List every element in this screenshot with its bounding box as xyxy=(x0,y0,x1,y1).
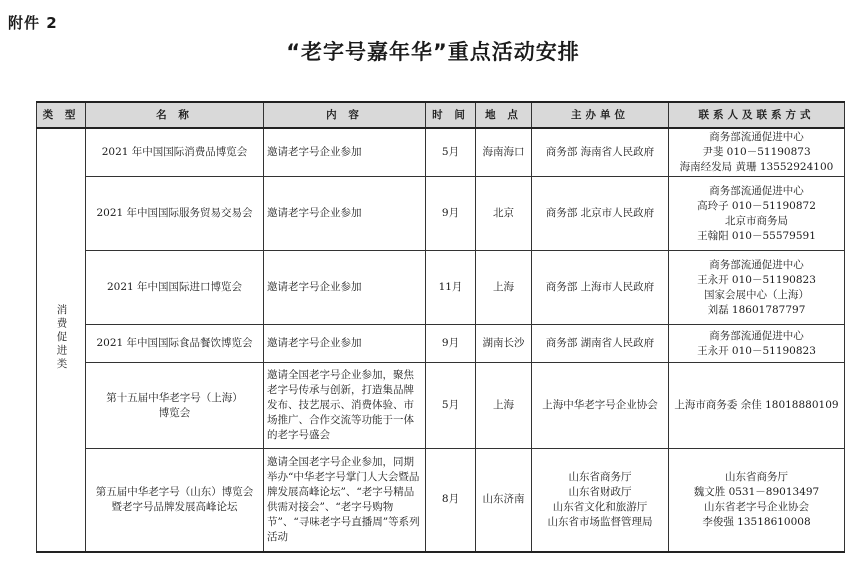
contact-line: 刘磊 18601787797 xyxy=(707,303,806,316)
event-name: 2021 年中国国际消费品博览会 xyxy=(86,128,264,177)
event-time: 5月 xyxy=(426,363,476,449)
contact-line: 王永开 010－51190823 xyxy=(697,344,816,357)
header-content: 内 容 xyxy=(264,102,426,128)
event-name-line: 博览会 xyxy=(158,406,191,419)
event-name: 2021 年中国国际食品餐饮博览会 xyxy=(86,325,264,363)
organizer-line: 商务部 海南省人民政府 xyxy=(545,146,655,158)
event-name xyxy=(86,363,264,449)
contact-line: 李俊强 13518610008 xyxy=(702,515,811,528)
event-place: 北京 xyxy=(476,177,532,251)
contact-line: 魏文胜 0531－89013497 xyxy=(693,485,820,498)
header-time: 时 间 xyxy=(426,102,476,128)
event-time: 5月 xyxy=(426,128,476,177)
header-contact: 联系人及联系方式 xyxy=(669,102,845,128)
event-name-line: 暨老字号品牌发展高峰论坛 xyxy=(111,500,238,513)
event-content: 邀请老字号企业参加 xyxy=(264,177,426,251)
organizer-line: 商务部 北京市人民政府 xyxy=(545,207,655,219)
organizer-line: 山东省财政厅 xyxy=(568,485,632,498)
contact-line: 高玲子 010－51190872 xyxy=(697,199,816,212)
event-place: 海南海口 xyxy=(476,128,532,177)
event-name: 2021 年中国国际服务贸易交易会 xyxy=(86,177,264,251)
event-contact xyxy=(669,449,845,552)
contact-line: 上海市商务委 余佳 18018880109 xyxy=(674,399,839,411)
attachment-label: 附件 2 xyxy=(8,14,58,32)
header-name: 名 称 xyxy=(86,102,264,128)
event-organizer xyxy=(532,449,669,552)
event-organizer xyxy=(532,177,669,251)
event-contact xyxy=(669,363,845,449)
event-content: 邀请老字号企业参加 xyxy=(264,325,426,363)
table-row xyxy=(37,251,845,325)
event-name-line: 第五届中华老字号（山东）博览会 xyxy=(95,485,254,498)
event-organizer xyxy=(532,128,669,177)
event-name-line: 第十五届中华老字号（上海） xyxy=(106,391,243,404)
event-name xyxy=(86,449,264,552)
event-place: 上海 xyxy=(476,251,532,325)
event-time: 9月 xyxy=(426,177,476,251)
event-contact xyxy=(669,251,845,325)
contact-line: 商务部流通促进中心 xyxy=(709,258,804,271)
contact-line: 山东省老字号企业协会 xyxy=(704,500,809,513)
organizer-line: 商务部 上海市人民政府 xyxy=(545,281,655,293)
table-row xyxy=(37,363,845,449)
table-row xyxy=(37,177,845,251)
contact-line: 商务部流通促进中心 xyxy=(709,184,804,197)
contact-line: 山东省商务厅 xyxy=(725,470,788,483)
organizer-line: 山东省文化和旅游厅 xyxy=(552,500,648,513)
organizer-line: 山东省商务厅 xyxy=(568,470,632,483)
event-organizer xyxy=(532,325,669,363)
event-contact xyxy=(669,325,845,363)
category-cell xyxy=(37,128,86,552)
event-organizer xyxy=(532,363,669,449)
table-header-row xyxy=(37,102,845,128)
event-place: 湖南长沙 xyxy=(476,325,532,363)
header-organizer: 主办单位 xyxy=(532,102,669,128)
event-time: 9月 xyxy=(426,325,476,363)
event-content: 邀请老字号企业参加 xyxy=(264,251,426,325)
contact-line: 北京市商务局 xyxy=(725,214,788,227)
organizer-line: 商务部 湖南省人民政府 xyxy=(545,337,655,349)
event-name: 2021 年中国国际进口博览会 xyxy=(86,251,264,325)
contact-line: 商务部流通促进中心 xyxy=(709,131,804,143)
event-contact xyxy=(669,177,845,251)
organizer-line: 上海中华老字号企业协会 xyxy=(542,399,658,411)
header-place: 地 点 xyxy=(476,102,532,128)
event-organizer xyxy=(532,251,669,325)
header-type: 类 型 xyxy=(37,102,86,128)
activity-table xyxy=(36,101,845,553)
contact-line: 尹斐 010－51190873 xyxy=(702,146,811,158)
event-place: 上海 xyxy=(476,363,532,449)
contact-line: 海南经发局 黄珊 13552924100 xyxy=(679,161,834,173)
contact-line: 国家会展中心（上海） xyxy=(704,288,809,301)
table-row xyxy=(37,128,845,177)
event-content: 邀请老字号企业参加 xyxy=(264,128,426,177)
contact-line: 王翰阳 010－55579591 xyxy=(697,229,816,242)
table-row xyxy=(37,449,845,552)
event-content: 邀请全国老字号企业参加，聚焦老字号传承与创新，打造集品牌发布、技艺展示、消费体验、市场推广、合作交流等功能于一体的老字号盛会 xyxy=(264,363,426,449)
table-row xyxy=(37,325,845,363)
event-time: 8月 xyxy=(426,449,476,552)
contact-line: 王永开 010－51190823 xyxy=(697,273,816,286)
event-content: 邀请全国老字号企业参加，同期举办“中华老字号掌门人大会暨品牌发展高峰论坛”、“老字号精品供需对接会”、“老字号购物节”、“寻味老字号直播周”等系列活动 xyxy=(264,449,426,552)
event-place: 山东济南 xyxy=(476,449,532,552)
event-time: 11月 xyxy=(426,251,476,325)
category-label: 消费促进类 xyxy=(55,303,68,371)
page-title: “老字号嘉年华”重点活动安排 xyxy=(286,40,580,64)
event-contact xyxy=(669,128,845,177)
contact-line: 商务部流通促进中心 xyxy=(709,329,804,342)
organizer-line: 山东省市场监督管理局 xyxy=(547,515,653,528)
